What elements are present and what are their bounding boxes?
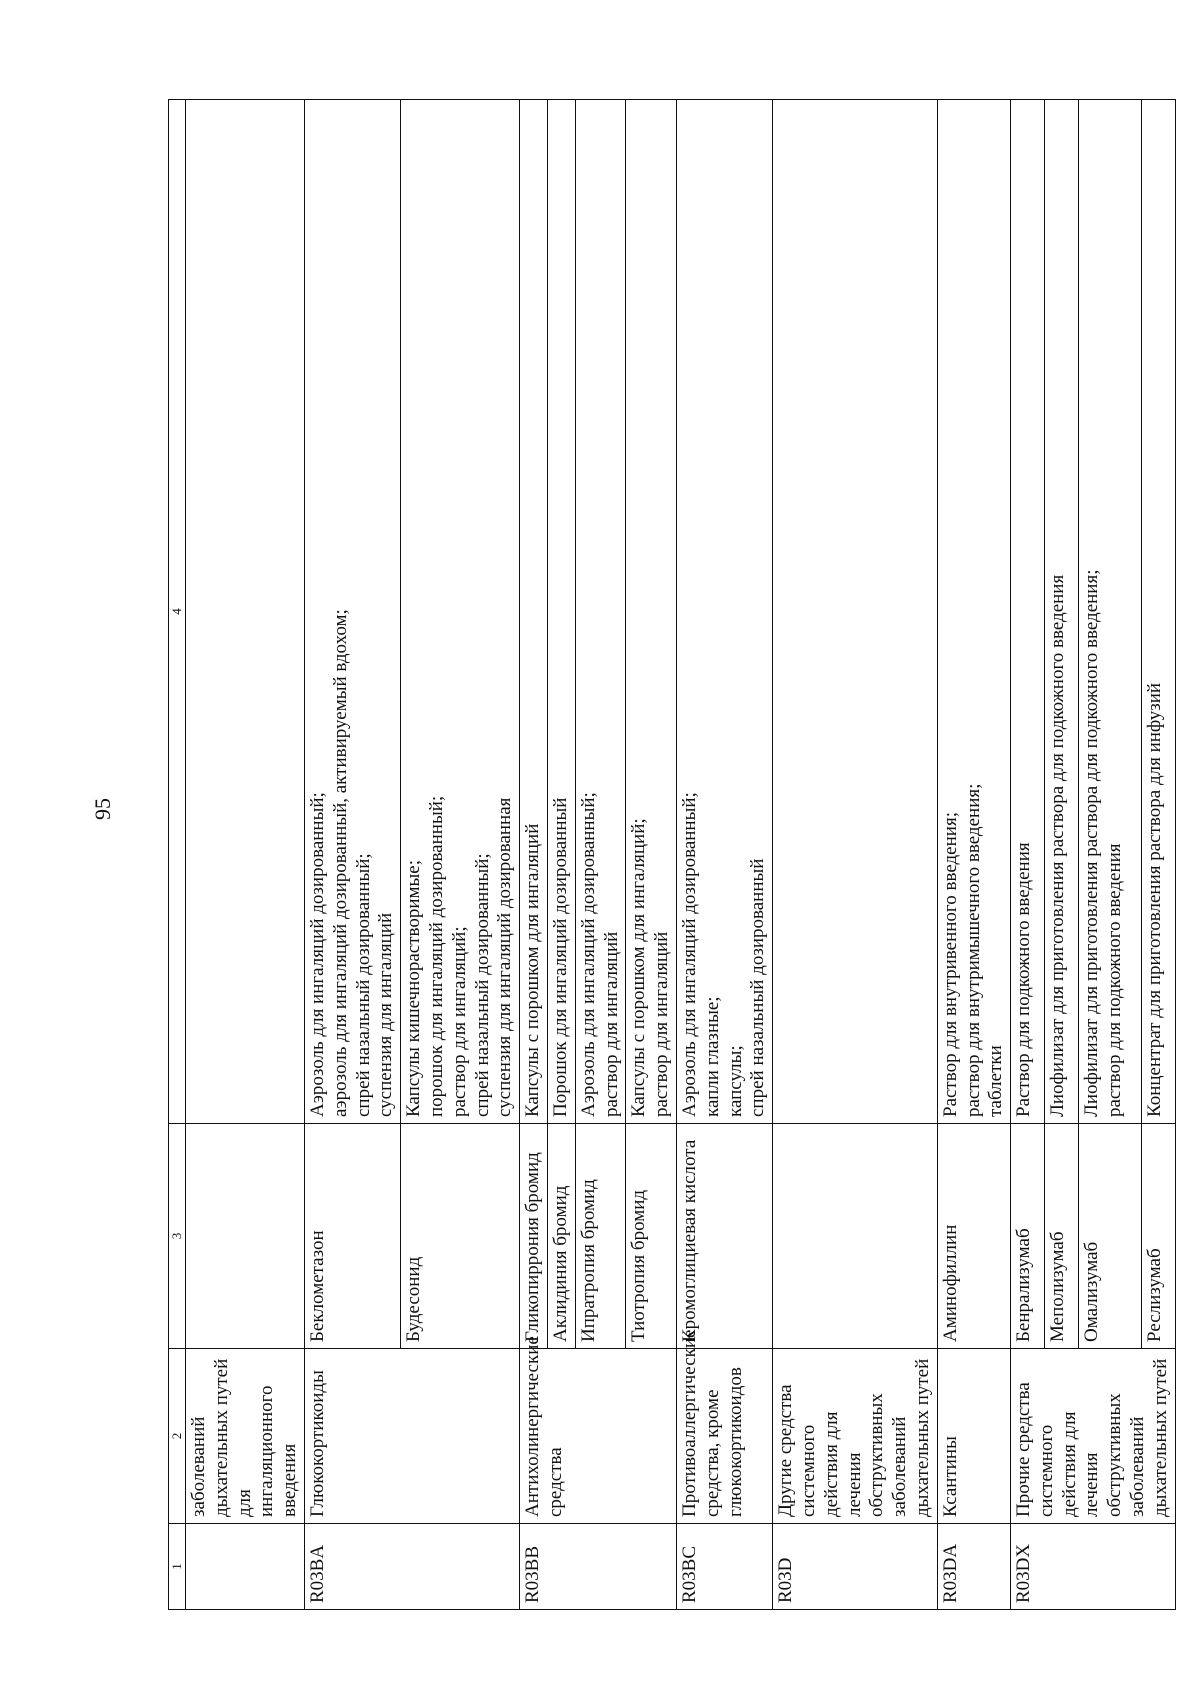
form-line: раствор для ингаляций; xyxy=(448,926,470,1117)
code-cell xyxy=(186,1524,305,1610)
code-cell: R03BC xyxy=(676,1524,772,1610)
forms-cell xyxy=(676,100,772,1124)
code-cell: R03DX xyxy=(1011,1524,1176,1610)
form-line: Капсулы с порошком для ингаляций xyxy=(522,823,544,1117)
form-line: Аэрозоль для ингаляций дозированный; xyxy=(306,792,328,1117)
form-line: капли глазные; xyxy=(701,996,723,1117)
form-line: спрей назальный дозированный; xyxy=(471,853,493,1117)
forms-cell xyxy=(547,100,575,1124)
table-row xyxy=(773,100,938,1610)
substance-cell: Реслизумаб xyxy=(1141,1124,1175,1349)
form-line: раствор для ингаляций xyxy=(651,931,673,1117)
table-row xyxy=(676,100,772,1610)
substance-cell xyxy=(186,1124,305,1349)
forms-cell xyxy=(1141,100,1175,1124)
rotated-table-stage xyxy=(168,100,1171,1610)
form-line: спрей назальный дозированный xyxy=(747,858,769,1117)
forms-cell xyxy=(1045,100,1079,1124)
form-line: Лиофилизат для приготовления раствора для подкожного введения; xyxy=(1081,569,1103,1117)
substance-cell: Кромоглициевая кислота xyxy=(676,1124,772,1349)
table-row xyxy=(1011,100,1045,1610)
forms-cell xyxy=(937,100,1010,1124)
group-cell: Прочие средства системного действия для лечения обструктивных заболеваний дыхательных путей xyxy=(1011,1349,1176,1524)
substance-cell: Аминофиллин xyxy=(937,1124,1010,1349)
form-line: порошок для ингаляций дозированный; xyxy=(425,795,447,1117)
form-line: спрей назальный дозированный; xyxy=(352,853,374,1117)
substance-cell: Бенрализумаб xyxy=(1011,1124,1045,1349)
form-line: Аэрозоль для ингаляций дозированный; xyxy=(678,792,700,1117)
form-line: Аэрозоль для ингаляций дозированный; xyxy=(577,792,599,1117)
substance-cell: Тиотропия бромид xyxy=(626,1124,677,1349)
page-number: 95 xyxy=(90,798,115,820)
form-line: аэрозоль для ингаляций дозированный, активируемый вдохом; xyxy=(329,609,351,1117)
group-cell: Противоаллергические средства, кроме глюкокортикоидов xyxy=(676,1349,772,1524)
substance-cell: Ипратропия бромид xyxy=(575,1124,626,1349)
table-row xyxy=(520,100,548,1610)
form-line: таблетки xyxy=(985,1045,1007,1117)
form-line: Капсулы кишечнорастворимые; xyxy=(403,859,425,1117)
substance-cell: Гликопиррония бромид xyxy=(520,1124,548,1349)
forms-cell xyxy=(773,100,938,1124)
code-cell: R03DA xyxy=(937,1524,1010,1610)
forms-cell xyxy=(520,100,548,1124)
group-cell: Глюкокортикоиды xyxy=(304,1349,519,1524)
group-cell: Ксантины xyxy=(937,1349,1010,1524)
code-cell: R03BB xyxy=(520,1524,677,1610)
code-cell: R03D xyxy=(773,1524,938,1610)
form-line: Раствор для подкожного введения xyxy=(1013,842,1035,1117)
header-row xyxy=(169,100,186,1610)
forms-cell xyxy=(186,100,305,1124)
substance-cell: Меполизумаб xyxy=(1045,1124,1079,1349)
substance-cell: Аклидиния бромид xyxy=(547,1124,575,1349)
form-line: Капсулы с порошком для ингаляций; xyxy=(628,818,650,1117)
forms-cell xyxy=(304,100,400,1124)
form-line: Концентрат для приготовления раствора для инфузий xyxy=(1143,682,1165,1117)
table-row xyxy=(304,100,400,1610)
forms-cell xyxy=(626,100,677,1124)
table-row xyxy=(937,100,1010,1610)
table-row xyxy=(186,100,305,1610)
form-line: раствор для внутримышечного введения; xyxy=(962,783,984,1117)
header-cell-3: 3 xyxy=(169,1124,186,1349)
forms-cell xyxy=(1011,100,1045,1124)
form-line: Порошок для ингаляций дозированный xyxy=(549,797,571,1117)
form-line: Лиофилизат для приготовления раствора для подкожного введения xyxy=(1047,574,1069,1117)
forms-cell xyxy=(575,100,626,1124)
form-line: капсулы; xyxy=(724,1045,746,1117)
form-line: суспензия для ингаляций xyxy=(375,912,397,1117)
code-cell: R03BA xyxy=(304,1524,519,1610)
substance-cell: Омализумаб xyxy=(1079,1124,1141,1349)
medication-table xyxy=(168,99,1176,1610)
substance-cell xyxy=(773,1124,938,1349)
form-line: раствор для подкожного введения xyxy=(1104,843,1126,1117)
form-line: раствор для ингаляций xyxy=(600,931,622,1117)
header-cell-2: 2 xyxy=(169,1349,186,1524)
group-cell: Антихолинергические средства xyxy=(520,1349,677,1524)
header-cell-4: 4 xyxy=(169,100,186,1124)
substance-cell: Беклометазон xyxy=(304,1124,400,1349)
form-line: Раствор для внутривенного введения; xyxy=(939,812,961,1117)
group-cell: заболеваний дыхательных путей для ингаляционного введения xyxy=(186,1349,305,1524)
forms-cell xyxy=(1079,100,1141,1124)
substance-cell: Будесонид xyxy=(401,1124,520,1349)
header-cell-1: 1 xyxy=(169,1524,186,1610)
form-line: суспензия для ингаляций дозированная xyxy=(494,797,516,1117)
group-cell: Другие средства системного действия для лечения обструктивных заболеваний дыхательных путей xyxy=(773,1349,938,1524)
forms-cell xyxy=(401,100,520,1124)
